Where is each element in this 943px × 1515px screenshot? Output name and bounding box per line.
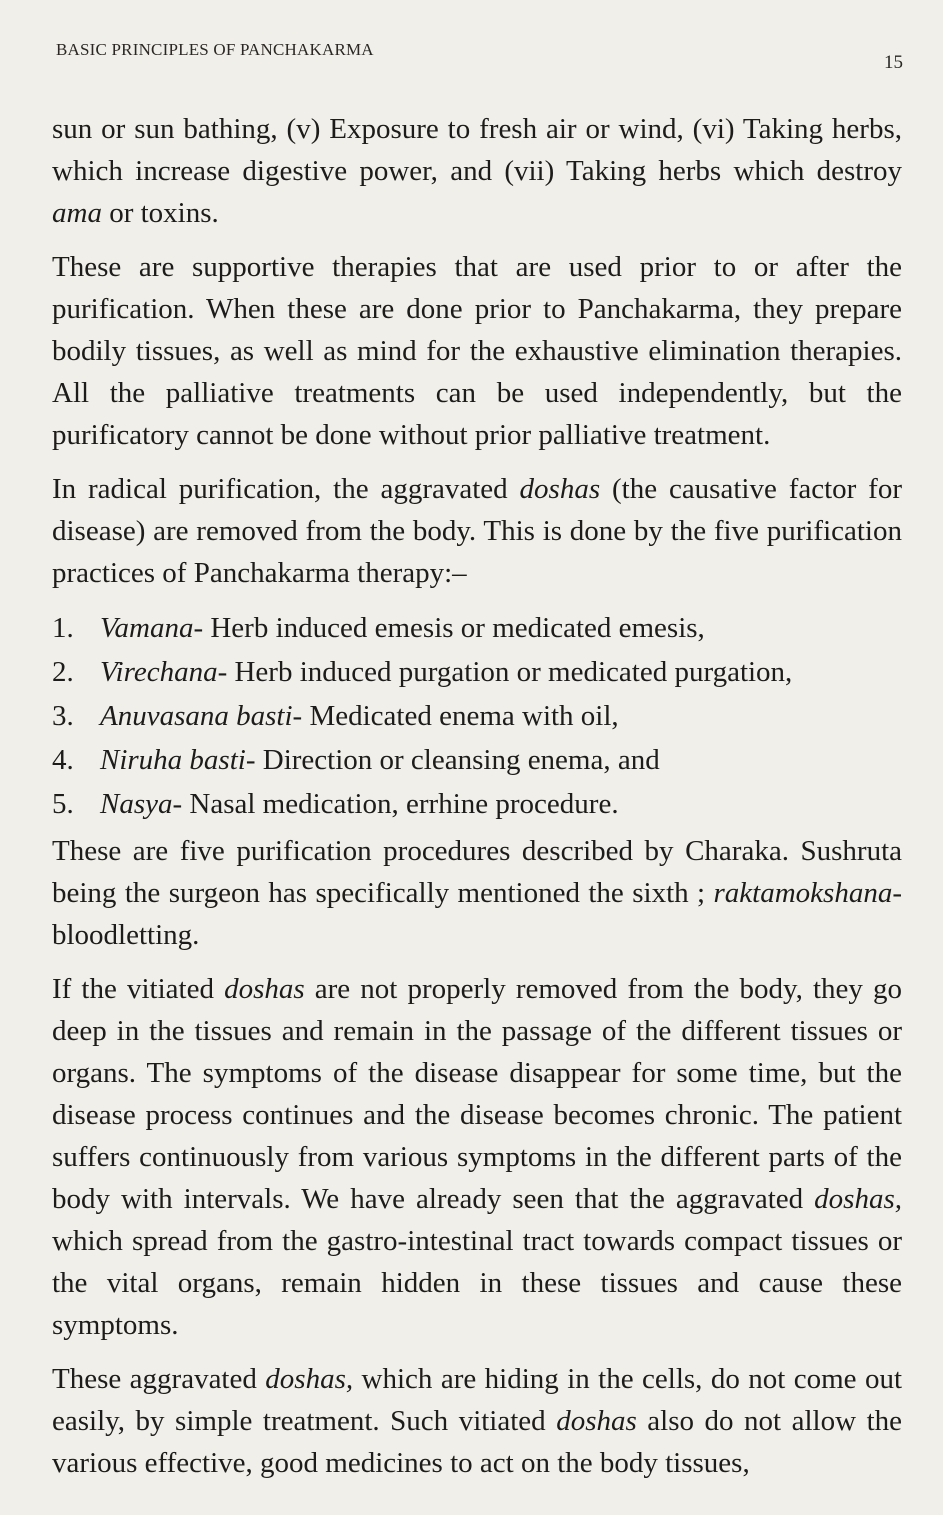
paragraph-2: These are supportive therapies that are used prior to or after the purification. When these are done prior to Panchakarma, they prepare bodily tissues, as well as mind for the exhaustive elimination therapies. All the palliative treatments can be used independently, but the purificatory cannot be done without prior palliative treatment. [52,251,902,451]
paragraph-3: In radical purification, the aggravated doshas (the causative factor for disease) are removed from the body. This is done by the five purification practices of Panchakarma therapy:– [52,473,902,589]
running-head: BASIC PRINCIPLES OF PANCHAKARMA [56,40,374,59]
body-text [52,108,902,1496]
list-item: 5. Nasya - Nasal medication, errhine procedure. [52,788,619,820]
page-header [56,40,903,73]
purification-practices-list [52,606,902,826]
page-number: 15 [884,52,903,73]
paragraph-6: These aggravated doshas, which are hiding in the cells, do not come out easily, by simple treatment. Such vitiated doshas also do not allow the various effective, good medicines to act on the body tissues, [52,1363,902,1479]
paragraph-1: sun or sun bathing, (v) Exposure to fresh air or wind, (vi) Taking herbs, which increase digestive power, and (vii) Taking herbs which destroy ama or toxins. [52,113,902,229]
paragraph-5: If the vitiated doshas are not properly removed from the body, they go deep in the tissues and remain in the passage of the different tissues or organs. The symptoms of the disease disappear for some time, but the disease process continues and the disease becomes chronic. The patient suffers continuously from various symptoms in the different parts of the body with intervals. We have already seen that the aggravated doshas, which spread from the gastro-intestinal tract towards compact tissues or the vital organs, remain hidden in these tissues and cause these symptoms. [52,973,902,1341]
list-item: 1. Vamana - Herb induced emesis or medicated emesis, [52,612,705,644]
paragraph-4: These are five purification procedures described by Charaka. Sushruta being the surgeon has specifically mentioned the sixth ; raktamokshana-bloodletting. [52,835,902,951]
list-item: 3. Anuvasana basti - Medicated enema with oil, [52,700,619,732]
list-item: 2. Virechana - Herb induced purgation or medicated purgation, [52,656,793,688]
list-item: 4. Niruha basti - Direction or cleansing enema, and [52,744,660,776]
